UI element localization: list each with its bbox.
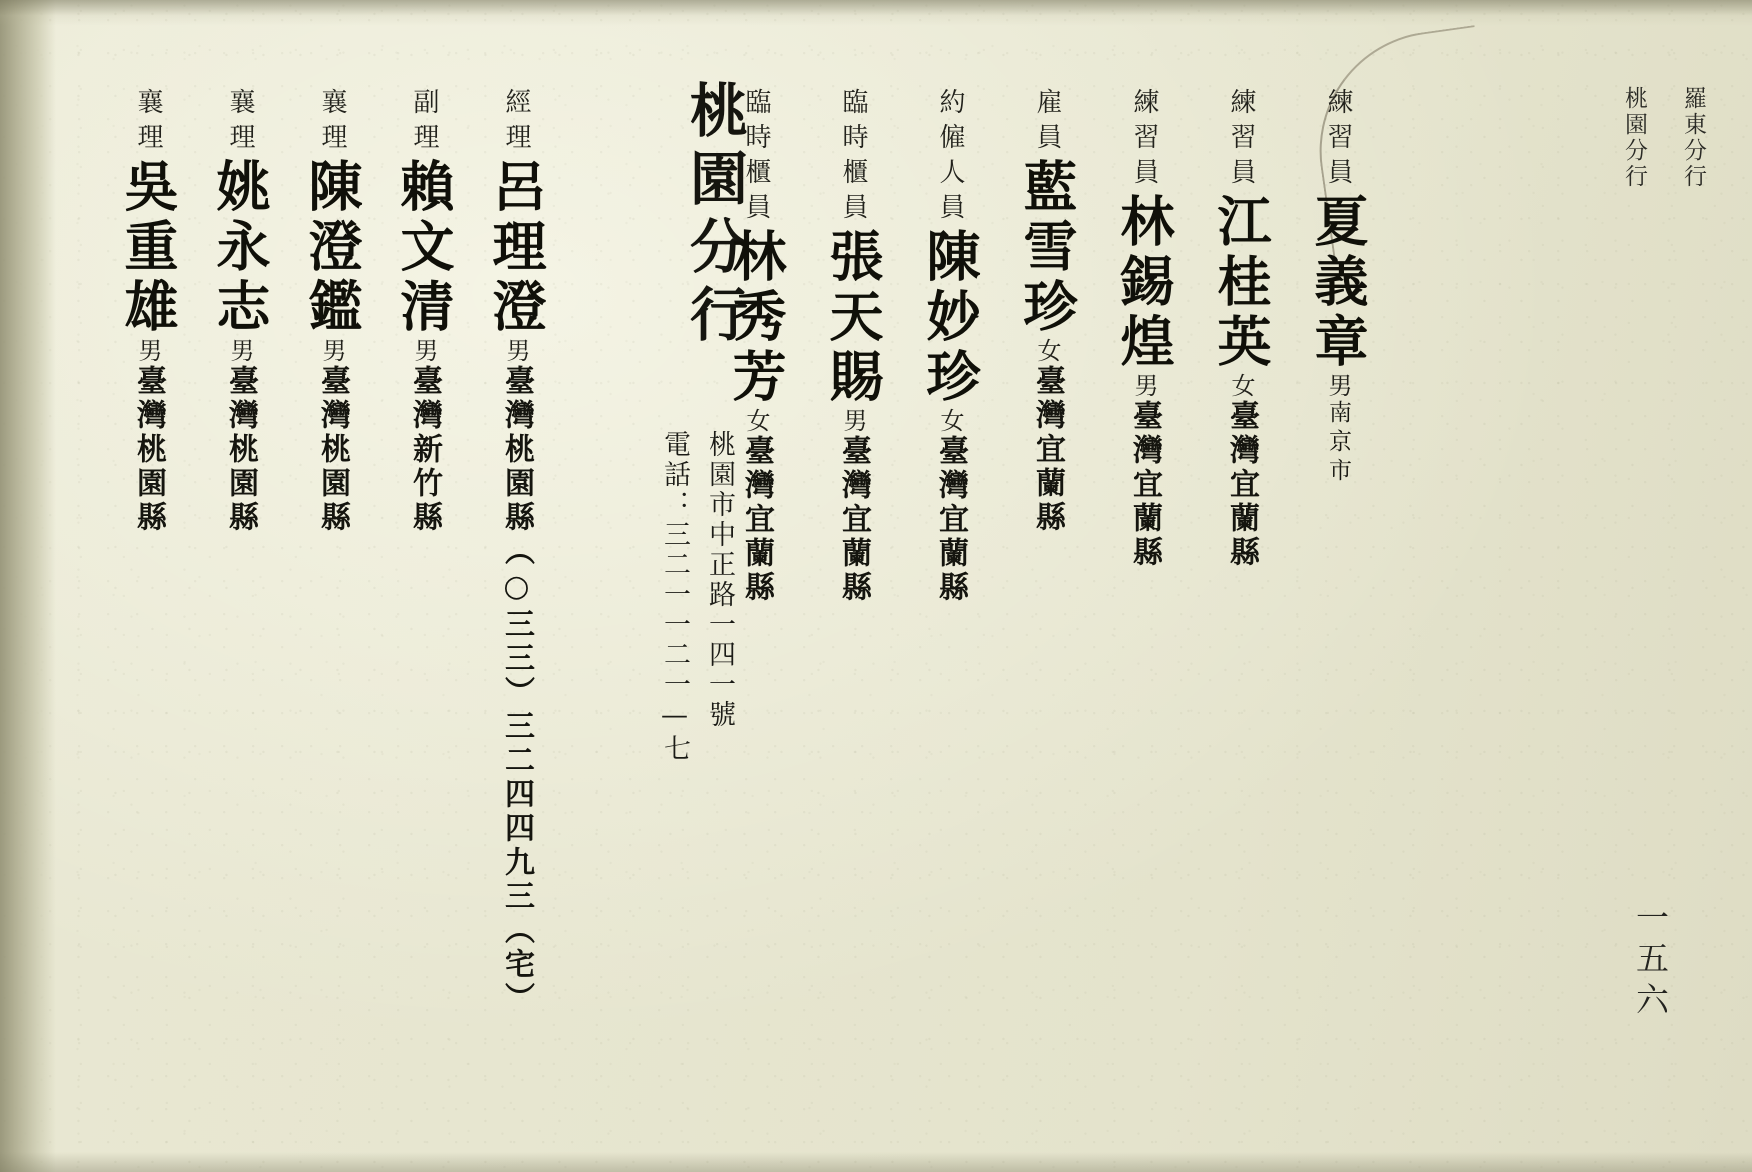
staff-name: 賴文清 [392, 158, 456, 338]
staff-sex: 男 [1324, 373, 1352, 400]
staff-entry [202, 88, 279, 535]
staff-entry [478, 88, 555, 1016]
staff-title: 臨時櫃員 [741, 88, 771, 228]
page-number: 一五六 [1631, 900, 1670, 1023]
staff-sex: 男 [318, 338, 346, 365]
staff-sex: 男 [410, 338, 438, 365]
staff-title: 副理 [409, 88, 439, 158]
staff-origin: 臺灣新竹縣 [407, 365, 442, 535]
staff-origin: 臺灣宜蘭縣 [933, 435, 968, 605]
staff-title: 練習員 [1129, 88, 1159, 193]
running-head [1618, 86, 1710, 190]
running-head-left: 羅東分行 [1680, 86, 1706, 190]
staff-name: 陳妙珍 [918, 228, 982, 408]
staff-origin: 臺灣宜蘭縣 [836, 435, 871, 605]
staff-sex: 男 [1130, 373, 1158, 400]
staff-name: 夏義章 [1306, 193, 1370, 373]
branch-title: 桃園分行 [680, 80, 748, 352]
staff-title: 經理 [501, 88, 531, 158]
staff-name: 張天賜 [821, 228, 885, 408]
staff-origin: 臺灣宜蘭縣 [1030, 365, 1065, 535]
staff-title: 練習員 [1226, 88, 1256, 193]
staff-entry [718, 88, 795, 605]
staff-title: 臨時櫃員 [838, 88, 868, 228]
staff-entry [1106, 88, 1183, 570]
book-gutter-shadow [0, 0, 56, 1172]
staff-title: 襄理 [225, 88, 255, 158]
staff-entry [1203, 88, 1280, 570]
staff-entry [110, 88, 187, 535]
staff-name: 林錫煌 [1112, 193, 1176, 373]
staff-entry [1009, 88, 1086, 535]
branch-telephone: 電話：三二一一二一—七 [659, 430, 690, 764]
staff-sex: 男 [502, 338, 530, 365]
page-top-edge-shadow [0, 0, 1752, 26]
page-bottom-edge-shadow [0, 1152, 1752, 1172]
staff-origin: 臺灣宜蘭縣 [739, 435, 774, 605]
staff-sex: 女 [1033, 338, 1061, 365]
staff-sex: 女 [936, 408, 964, 435]
staff-sex: 女 [742, 408, 770, 435]
staff-title: 襄理 [317, 88, 347, 158]
staff-origin: 臺灣桃園縣 [223, 365, 258, 535]
staff-entry [1300, 88, 1377, 487]
staff-sex: 男 [839, 408, 867, 435]
staff-origin: 臺灣宜蘭縣 [1127, 400, 1162, 570]
staff-name: 林秀芳 [724, 228, 788, 408]
staff-entry [386, 88, 463, 535]
branch-address: 桃園市中正路一四一號 [704, 430, 735, 730]
staff-sex: 男 [134, 338, 162, 365]
staff-title: 約僱人員 [935, 88, 965, 228]
staff-title: 襄理 [133, 88, 163, 158]
staff-name: 陳澄鑑 [300, 158, 364, 338]
staff-sex: 女 [1227, 373, 1255, 400]
staff-origin: 南京市 [1325, 400, 1351, 487]
staff-title: 雇員 [1032, 88, 1062, 158]
staff-name: 江桂英 [1209, 193, 1273, 373]
staff-entry [294, 88, 371, 535]
staff-origin: 臺灣桃園縣 [315, 365, 350, 535]
staff-name: 吳重雄 [116, 158, 180, 338]
staff-title: 練習員 [1323, 88, 1353, 193]
staff-sex: 男 [226, 338, 254, 365]
staff-origin: 臺灣宜蘭縣 [1224, 400, 1259, 570]
staff-name: 呂理澄 [484, 158, 548, 338]
staff-entry [912, 88, 989, 605]
staff-origin: 臺灣桃園縣 [131, 365, 166, 535]
staff-name: 藍雪珍 [1015, 158, 1079, 338]
staff-origin: 臺灣桃園縣（○三三）三二四四九三（宅） [499, 365, 534, 1016]
staff-name: 姚永志 [208, 158, 272, 338]
running-head-right: 桃園分行 [1621, 86, 1647, 190]
staff-entry [815, 88, 892, 605]
